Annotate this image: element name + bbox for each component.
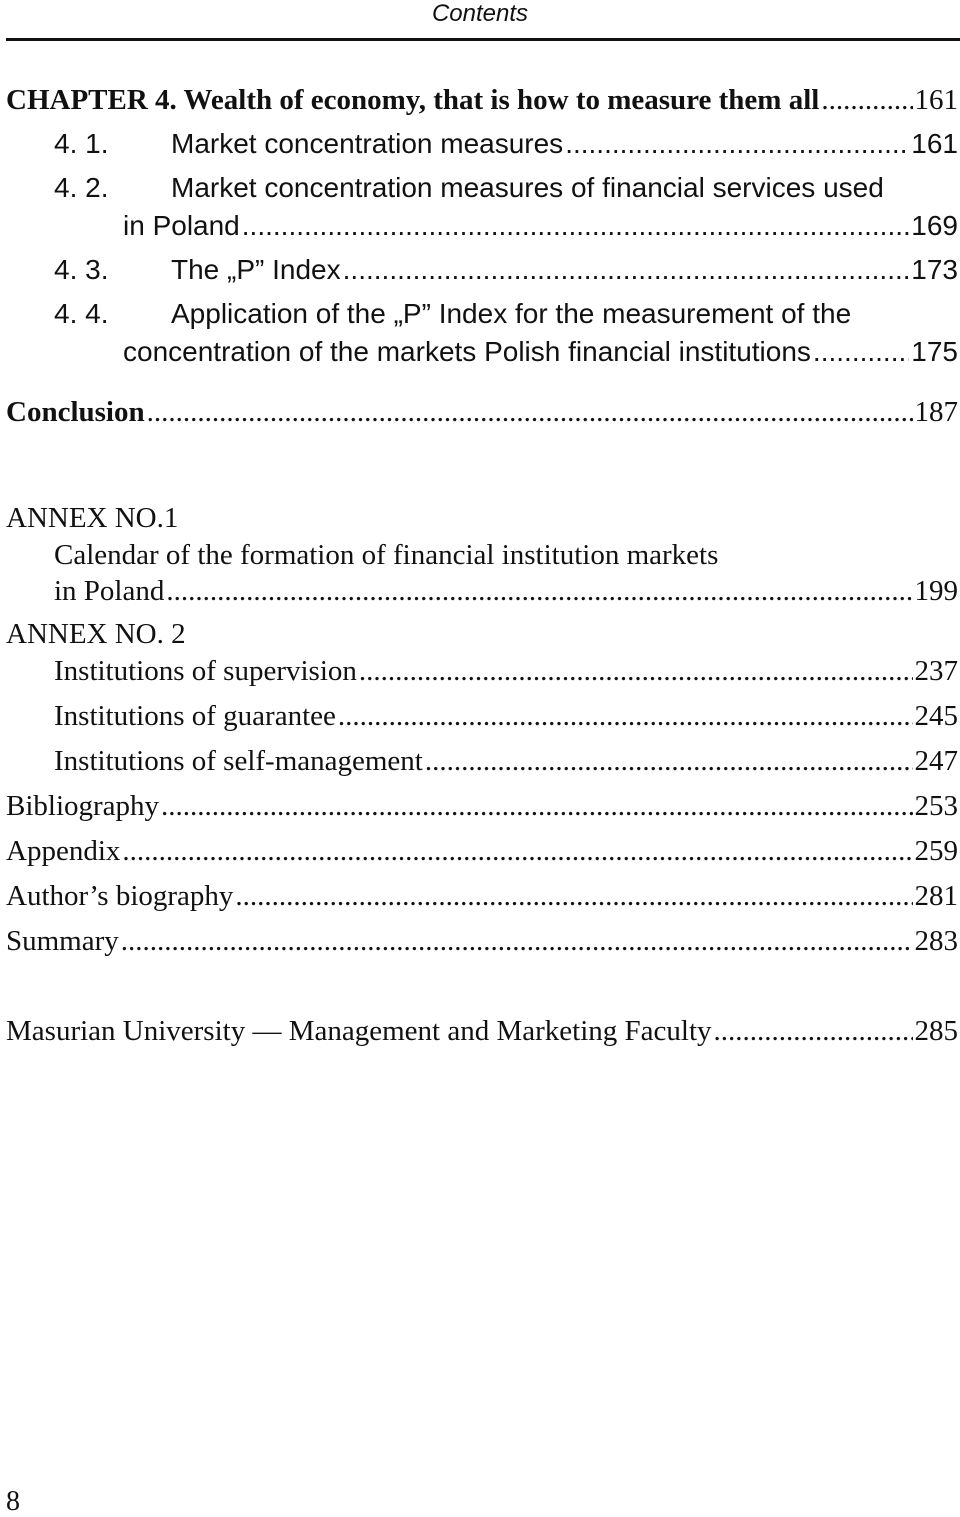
toc-entry-4-3[interactable] xyxy=(54,252,958,288)
toc-entry-4-2[interactable] xyxy=(54,170,958,206)
annex-heading: ANNEX NO.1 xyxy=(6,502,179,534)
toc-entry-bibliography[interactable] xyxy=(6,788,958,824)
toc-entry-title: Institutions of supervision xyxy=(54,655,357,687)
leader-dots xyxy=(147,394,913,430)
toc-entry-self-management[interactable] xyxy=(54,743,958,779)
toc-entry-title: Institutions of guarantee xyxy=(54,700,336,732)
leader-dots xyxy=(343,252,910,288)
toc-entry-title-continued: concentration of the markets Polish financial institutions xyxy=(123,336,811,367)
toc-entry-title: Masurian University — Management and Marketing Faculty xyxy=(6,1015,712,1047)
leader-dots xyxy=(821,82,912,118)
leader-dots xyxy=(425,743,913,779)
toc-entry-title-continued: in Poland xyxy=(123,210,240,241)
leader-dots xyxy=(813,334,909,370)
leader-dots xyxy=(235,878,912,914)
section-number: 4. 3. xyxy=(54,254,109,285)
toc-page-number: 173 xyxy=(911,254,958,285)
toc-entry-title: Appendix xyxy=(6,835,121,867)
toc-entry-appendix[interactable] xyxy=(6,833,958,869)
section-number: 4. 4. xyxy=(54,298,109,329)
toc-entry-faculty[interactable] xyxy=(6,1013,958,1049)
leader-dots xyxy=(714,1013,913,1049)
toc-entry-title: Market concentration measures of financial services used xyxy=(171,172,884,203)
toc-entry-4-4-continued[interactable] xyxy=(123,334,958,370)
toc-page-number: 237 xyxy=(914,655,958,687)
toc-entry-title: Application of the „P” Index for the measurement of the xyxy=(171,298,852,329)
toc-page-number: 175 xyxy=(911,336,958,367)
toc-page-number: 285 xyxy=(914,1015,958,1047)
leader-dots xyxy=(338,698,913,734)
section-number: 4. 1. xyxy=(54,128,109,159)
toc-entry-title: CHAPTER 4. Wealth of economy, that is how to measure them all xyxy=(6,84,820,116)
toc-entry-annex-1[interactable] xyxy=(54,537,958,573)
page-number: 8 xyxy=(6,1486,20,1517)
toc-entry-title: Conclusion xyxy=(6,396,145,428)
leader-dots xyxy=(565,126,909,162)
toc-page-number: 187 xyxy=(914,396,958,428)
toc-page-number: 283 xyxy=(914,925,958,957)
toc-page-number: 245 xyxy=(914,700,958,732)
annex-heading: ANNEX NO. 2 xyxy=(6,618,186,650)
toc-page-number: 253 xyxy=(914,790,958,822)
toc-entry-guarantee[interactable] xyxy=(54,698,958,734)
leader-dots xyxy=(242,208,910,244)
toc-entry-4-2-continued[interactable] xyxy=(123,208,958,244)
toc-page-number: 259 xyxy=(914,835,958,867)
toc-page-number: 169 xyxy=(911,210,958,241)
toc-entry-title: Bibliography xyxy=(6,790,160,822)
leader-dots xyxy=(122,833,912,869)
toc-entry-title: Author’s biography xyxy=(6,880,234,912)
toc-entry-annex-1-continued[interactable] xyxy=(54,573,958,609)
header-rule xyxy=(6,38,960,41)
toc-heading-annex-1[interactable] xyxy=(6,500,958,536)
toc-page-number: 161 xyxy=(914,84,958,116)
running-head: Contents xyxy=(431,0,529,27)
toc-heading-annex-2[interactable] xyxy=(6,616,958,652)
leader-dots xyxy=(121,923,913,959)
toc-entry-title: Calendar of the formation of financial institution markets xyxy=(54,539,719,571)
toc-entry-title: Institutions of self-management xyxy=(54,745,423,777)
toc-entry-chapter-4[interactable] xyxy=(6,82,958,118)
toc-entry-title: Summary xyxy=(6,925,119,957)
toc-entry-title: The „P” Index xyxy=(171,254,341,285)
toc-entry-summary[interactable] xyxy=(6,923,958,959)
toc-page-number: 281 xyxy=(914,880,958,912)
toc-entry-conclusion[interactable] xyxy=(6,394,958,430)
section-number: 4. 2. xyxy=(54,172,109,203)
toc-entry-4-4[interactable] xyxy=(54,296,958,332)
toc-page-number: 161 xyxy=(911,128,958,159)
toc-entry-supervision[interactable] xyxy=(54,653,958,689)
leader-dots xyxy=(161,788,912,824)
leader-dots xyxy=(359,653,913,689)
toc-entry-title: Market concentration measures xyxy=(171,128,564,159)
toc-entry-biography[interactable] xyxy=(6,878,958,914)
toc-entry-title-continued: in Poland xyxy=(54,575,165,607)
toc-page-number: 247 xyxy=(914,745,958,777)
leader-dots xyxy=(166,573,912,609)
toc-page-number: 199 xyxy=(914,575,958,607)
toc-entry-4-1[interactable] xyxy=(54,126,958,162)
